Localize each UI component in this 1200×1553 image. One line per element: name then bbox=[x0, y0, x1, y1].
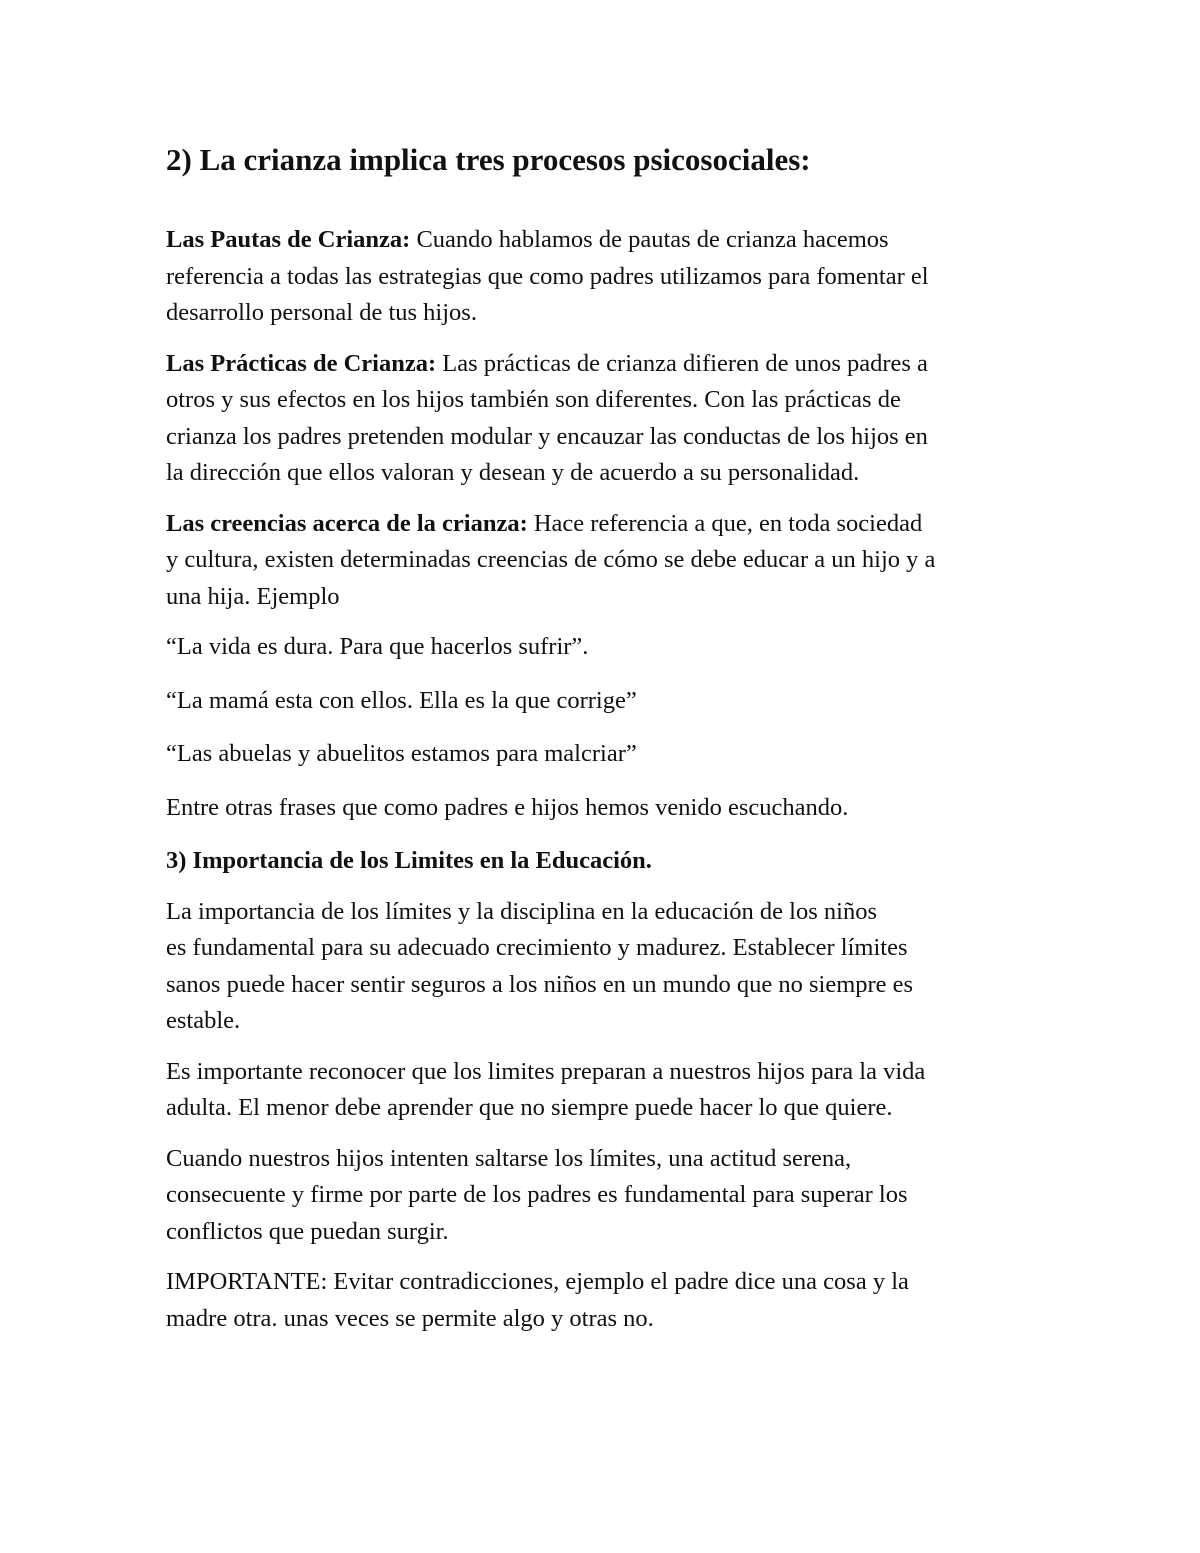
limites-p3-line1: Cuando nuestros hijos intenten saltarse los límites, una actitud serena, bbox=[166, 1144, 852, 1172]
importante-line2: madre otra. unas veces se permite algo y otras no. bbox=[166, 1304, 654, 1332]
entre-otras-paragraph: Entre otras frases que como padres e hijos hemos venido escuchando. bbox=[166, 793, 849, 821]
practicas-text-line4: la dirección que ellos valoran y desean y de acuerdo a su personalidad. bbox=[166, 459, 860, 486]
limites-p3-line2: consecuente y firme por parte de los padres es fundamental para superar los bbox=[166, 1181, 908, 1208]
practicas-text-line2: otros y sus efectos en los hijos también son diferentes. Con las prácticas de bbox=[166, 386, 901, 413]
pautas-paragraph bbox=[166, 222, 1046, 332]
pautas-text-line3: desarrollo personal de tus hijos. bbox=[166, 299, 477, 326]
creencias-text-line2: y cultura, existen determinadas creencias de cómo se debe educar a un hijo y a bbox=[166, 546, 936, 573]
creencias-label: Las creencias acerca de la crianza: bbox=[166, 509, 528, 537]
limites-p1-line2: es fundamental para su adecuado crecimiento y madurez. Establecer límites bbox=[166, 934, 908, 961]
pautas-label: Las Pautas de Crianza: bbox=[166, 226, 411, 253]
limites-paragraph-3 bbox=[166, 1141, 1046, 1251]
practicas-paragraph bbox=[166, 346, 1046, 492]
creencias-paragraph bbox=[166, 506, 1046, 616]
practicas-text-line1: Las prácticas de crianza difieren de unos padres a bbox=[436, 349, 928, 377]
limites-p2-line2: adulta. El menor debe aprender que no siempre puede hacer lo que quiere. bbox=[166, 1094, 893, 1121]
quote-3: “Las abuelas y abuelitos estamos para malcriar” bbox=[166, 740, 637, 767]
practicas-label: Las Prácticas de Crianza: bbox=[166, 349, 437, 377]
creencias-text-line3: una hija. Ejemplo bbox=[166, 582, 340, 610]
limites-p1-line4: estable. bbox=[166, 1007, 241, 1034]
creencias-text-line1: Hace referencia a que, en toda sociedad bbox=[527, 509, 923, 537]
pautas-text-line1: Cuando hablamos de pautas de crianza hacemos bbox=[410, 226, 889, 253]
limites-p2-line1: Es importante reconocer que los limites preparan a nuestros hijos para la vida bbox=[166, 1057, 926, 1085]
pautas-text-line2: referencia a todas las estrategias que como padres utilizamos para fomentar el bbox=[166, 262, 929, 290]
limites-paragraph-2 bbox=[166, 1054, 1046, 1127]
section-2-heading: 2) La crianza implica tres procesos psicosociales: bbox=[166, 142, 811, 177]
importante-paragraph bbox=[166, 1264, 1046, 1337]
document-page bbox=[166, 140, 1046, 1351]
quote-1: “La vida es dura. Para que hacerlos sufrir”. bbox=[166, 633, 589, 660]
limites-paragraph-1 bbox=[166, 894, 1046, 1040]
section-3-heading: 3) Importancia de los Limites en la Educación. bbox=[166, 847, 652, 874]
limites-p1-line1: La importancia de los límites y la disciplina en la educación de los niños bbox=[166, 897, 877, 925]
quote-2: “La mamá esta con ellos. Ella es la que corrige” bbox=[166, 686, 637, 714]
limites-p1-line3: sanos puede hacer sentir seguros a los niños en un mundo que no siempre es bbox=[166, 970, 914, 998]
practicas-text-line3: crianza los padres pretenden modular y encauzar las conductas de los hijos en bbox=[166, 422, 928, 450]
importante-line1: IMPORTANTE: Evitar contradicciones, ejemplo el padre dice una cosa y la bbox=[166, 1268, 909, 1295]
limites-p3-line3: conflictos que puedan surgir. bbox=[166, 1217, 449, 1245]
